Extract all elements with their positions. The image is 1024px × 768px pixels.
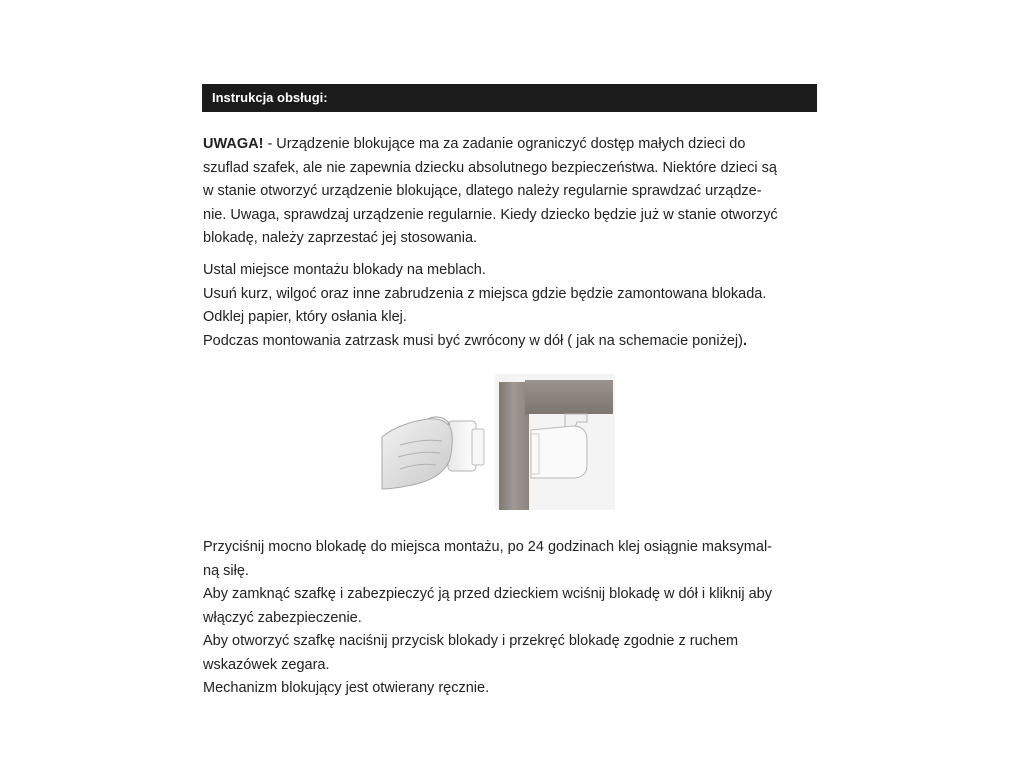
- section-title: Instrukcja obsługi:: [212, 90, 328, 105]
- step-line: Aby otworzyć szafkę naciśnij przycisk blokady i przekręć blokadę zgodnie z ruchem: [203, 633, 739, 649]
- warning-paragraph: [203, 133, 823, 251]
- warning-label: UWAGA!: [203, 136, 264, 152]
- warning-line: blokadę, należy zaprzestać jej stosowania.: [203, 230, 478, 246]
- step-line: włączyć zabezpieczenie.: [203, 609, 362, 626]
- step-line: Usuń kurz, wilgoć oraz inne zabrudzenia z miejsca gdzie będzie zamontowana blokada.: [203, 285, 767, 302]
- step-line: Mechanizm blokujący jest otwierany ręcznie.: [203, 680, 490, 696]
- step-line: Podczas montowania zatrzask musi być zwrócony w dół ( jak na schemacie poniżej).: [203, 332, 747, 349]
- hand-pressing-lock-illustration: [380, 405, 495, 495]
- cabinet-mounted-lock-illustration: [495, 374, 615, 510]
- warning-line: nie. Uwaga, sprawdzaj urządzenie regularnie. Kiedy dziecko będzie już w stanie otworzyć: [203, 206, 778, 223]
- step-line: ną siłę.: [203, 562, 249, 579]
- step-line: Ustal miejsce montażu blokady na meblach.: [203, 262, 486, 278]
- step-line: Aby zamknąć szafkę i zabezpieczyć ją przed dzieckiem wciśnij blokadę w dół i kliknij aby: [203, 586, 772, 602]
- warning-line: w stanie otworzyć urządzenie blokujące, dlatego należy regularnie sprawdzać urządze-: [203, 183, 762, 199]
- bold-period: .: [742, 332, 747, 349]
- step-line: Przyciśnij mocno blokadę do miejsca montażu, po 24 godzinach klej osiągnie maksymal-: [203, 539, 772, 555]
- step-line: Odklej papier, który osłania klej.: [203, 309, 407, 325]
- warning-line: szuflad szafek, ale nie zapewnia dziecku absolutnego bezpieczeństwa. Niektóre dzieci są: [203, 159, 777, 176]
- section-header: [202, 84, 817, 112]
- warning-line: UWAGA! - Urządzenie blokujące ma za zadanie ograniczyć dostęp małych dzieci do: [203, 136, 746, 152]
- step-line: wskazówek zegara.: [203, 656, 330, 673]
- installation-steps: [203, 259, 823, 353]
- usage-steps: [203, 536, 823, 701]
